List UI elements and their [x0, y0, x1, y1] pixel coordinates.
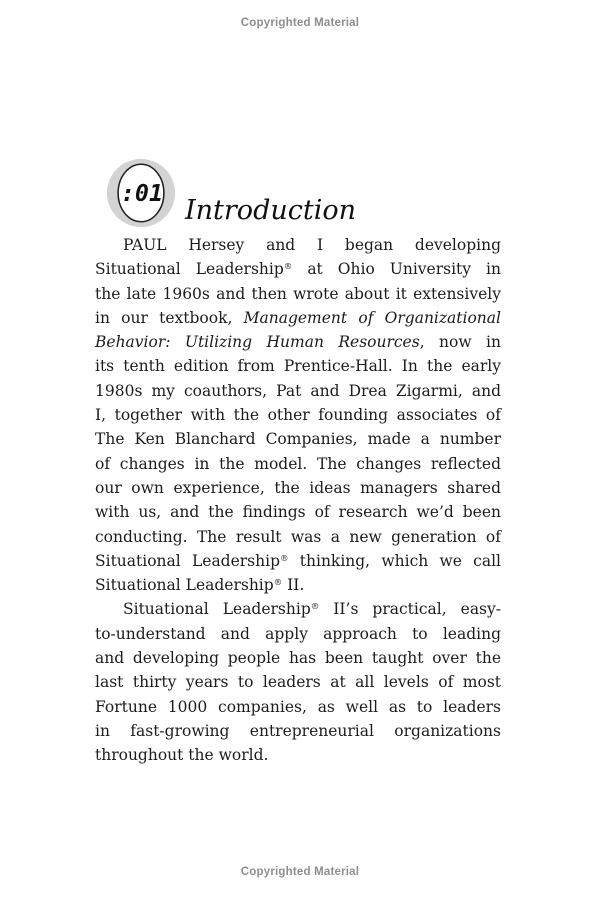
- text-segment: in fast-growing entrepreneurial organizations: [95, 721, 501, 740]
- text-line: [95, 743, 501, 767]
- registered-trademark-symbol: ®: [283, 262, 293, 273]
- paragraph: [95, 597, 501, 767]
- text-segment: throughout the world.: [95, 746, 269, 765]
- one-minute-watch-icon: [104, 156, 178, 230]
- text-segment: Situational Leadership: [123, 600, 311, 619]
- text-segment: II’s practical, easy-: [319, 600, 502, 619]
- text-line: [95, 670, 501, 694]
- text-line: [95, 257, 501, 281]
- registered-trademark-symbol: ®: [310, 602, 320, 613]
- text-segment: I, together with the other founding associates of: [95, 406, 501, 425]
- text-segment: The Ken Blanchard Companies, made a number: [95, 430, 501, 449]
- text-segment: , now in: [419, 333, 501, 352]
- text-segment: II.: [282, 576, 305, 595]
- text-line: [95, 622, 501, 646]
- text-line: [95, 233, 501, 257]
- text-segment: of changes in the model. The changes reflected: [95, 454, 501, 473]
- copyright-notice-bottom: Copyrighted Material: [240, 866, 360, 878]
- text-segment: at Ohio University in: [292, 260, 501, 279]
- text-line: [95, 525, 501, 549]
- text-line: [95, 500, 501, 524]
- badge-digital-readout: :01: [120, 178, 164, 207]
- text-line: [95, 427, 501, 451]
- text-line: [95, 573, 501, 597]
- text-segment: last thirty years to leaders at all levels of most: [95, 673, 501, 692]
- text-segment: conducting. The result was a new generation of: [95, 527, 501, 546]
- text-segment: Management of Organizational: [243, 308, 501, 327]
- text-segment: Situational Leadership: [95, 551, 281, 570]
- text-segment: the late 1960s and then wrote about it extensively: [95, 284, 501, 303]
- text-line: [95, 646, 501, 670]
- text-line: [95, 452, 501, 476]
- text-line: [95, 330, 501, 354]
- text-line: [95, 403, 501, 427]
- text-line: [95, 597, 501, 621]
- text-segment: with us, and the findings of research we’d been: [95, 503, 501, 522]
- text-segment: 1980s my coauthors, Pat and Drea Zigarmi, and: [95, 381, 501, 400]
- text-line: [95, 306, 501, 330]
- text-segment: Situational Leadership: [95, 260, 284, 279]
- registered-trademark-symbol: ®: [280, 553, 289, 564]
- text-line: [95, 719, 501, 743]
- text-line: [95, 549, 501, 573]
- text-segment: Fortune 1000 companies, as well as to leaders: [95, 697, 501, 716]
- page-title: Introduction: [185, 195, 356, 226]
- text-segment: and developing people has been taught over the: [95, 649, 501, 668]
- text-line: [95, 476, 501, 500]
- copyright-notice-top: Copyrighted Material: [240, 17, 360, 29]
- text-line: [95, 379, 501, 403]
- text-segment: Situational Leadership: [95, 576, 274, 595]
- text-segment: our own experience, the ideas managers shared: [95, 478, 501, 497]
- paragraph: [95, 233, 501, 597]
- registered-trademark-symbol: ®: [273, 578, 283, 589]
- text-line: [95, 282, 501, 306]
- text-segment: its tenth edition from Prentice-Hall. In the early: [95, 357, 501, 376]
- one-minute-watch-graphic: [104, 156, 178, 230]
- text-line: [95, 354, 501, 378]
- text-segment: PAUL Hersey and I began developing: [123, 236, 501, 254]
- body-text: [95, 233, 501, 768]
- text-segment: in our textbook,: [95, 308, 244, 327]
- text-line: [95, 695, 501, 719]
- text-segment: to-understand and apply approach to leading: [95, 624, 501, 643]
- text-segment: thinking, which we call: [288, 551, 501, 570]
- text-segment: Behavior: Utilizing Human Resources: [95, 333, 420, 352]
